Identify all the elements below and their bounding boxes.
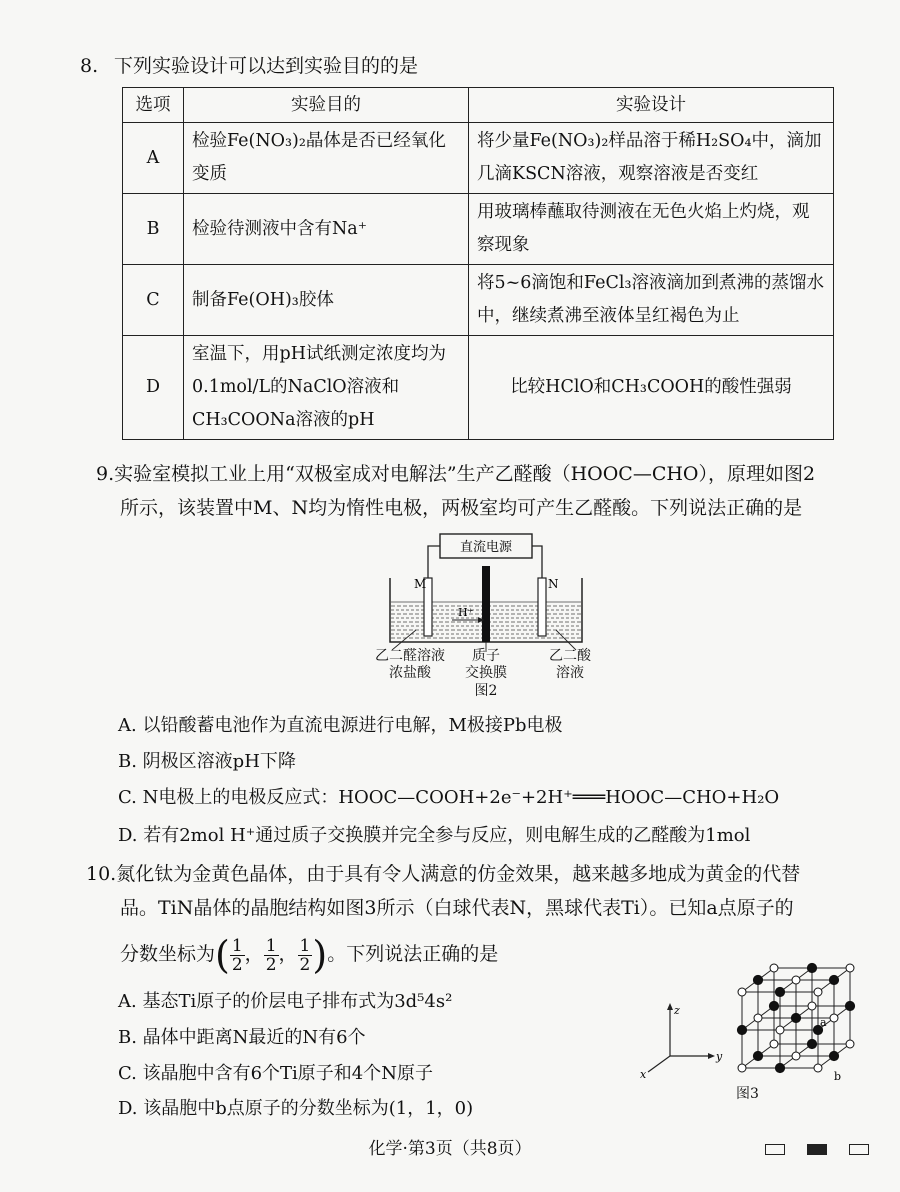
ti-atom [753, 1051, 762, 1060]
header-option: 选项 [123, 88, 184, 123]
header-design: 实验设计 [469, 88, 834, 123]
frac-num: 1 [231, 935, 243, 956]
n-atom [808, 1002, 816, 1010]
marker-box-filled [807, 1144, 827, 1155]
n-atom [846, 1040, 854, 1048]
left-label-line2: 浓盐酸 [389, 665, 431, 681]
n-atom [792, 1052, 800, 1060]
row-option: B [123, 194, 184, 265]
frac-num: 1 [299, 935, 311, 956]
ti-atom [775, 987, 784, 996]
axis-x: x [640, 1068, 647, 1080]
table-row [123, 336, 834, 440]
q9-number: 9. [96, 463, 115, 485]
figure2-caption: 图2 [474, 683, 498, 699]
n-atom [776, 1026, 784, 1034]
right-label-line2: 溶液 [556, 665, 584, 681]
row-goal: 检验Fe(NO₃)₂晶体是否已经氧化变质 [184, 123, 469, 194]
ti-atom [829, 975, 838, 984]
paren-open: ( [215, 933, 230, 977]
q9-line1: 实验室模拟工业上用“双极室成对电解法”生产乙醛酸（HOOC—CHO），原理如图2 [114, 463, 816, 485]
page-footer: 化学·第3页（共8页） [368, 1139, 532, 1159]
ti-atom [775, 1063, 784, 1072]
row-goal: 制备Fe(OH)₃胶体 [184, 265, 469, 336]
membrane-label-line2: 交换膜 [465, 665, 507, 681]
figure3-caption: 图3 [736, 1086, 759, 1102]
right-solution-label [538, 648, 602, 682]
electrode-n-label: N [548, 577, 559, 591]
paren-close: ) [312, 933, 328, 977]
row-option: C [123, 265, 184, 336]
point-b-label: b [834, 1070, 842, 1083]
electrode-m-label: M [414, 577, 427, 591]
axis-z: z [674, 1004, 680, 1017]
membrane-label-line1: 质子 [472, 648, 500, 664]
ti-atom [807, 1039, 816, 1048]
ti-atom [829, 1051, 838, 1060]
q10-option-c: C. 该晶胞中含有6个Ti原子和4个N原子 [118, 1063, 433, 1084]
n-atom [770, 1040, 778, 1048]
n-atom [792, 976, 800, 984]
left-solution-label [370, 648, 450, 682]
q10-line1: 氮化钛为金黄色晶体，由于具有令人满意的仿金效果，越来越多地成为黄金的代替 [116, 863, 801, 885]
ion-label: H⁺ [458, 606, 474, 619]
q10-line3-pre: 分数坐标为 [120, 943, 216, 965]
q9-option-c: C. N电极上的电极反应式：HOOC—COOH+2e⁻+2H⁺═══HOOC—CHO+H₂O [118, 787, 780, 808]
page-marker-boxes [765, 1140, 891, 1159]
membrane-label [456, 648, 516, 682]
table-row [123, 123, 834, 194]
frac-den: 2 [265, 954, 277, 975]
power-label: 直流电源 [459, 540, 513, 555]
row-option: A [123, 123, 184, 194]
q8-table [122, 87, 834, 440]
q9-option-a: A. 以铅酸蓄电池作为直流电源进行电解，M极接Pb电极 [118, 715, 563, 736]
n-atom [738, 988, 746, 996]
row-goal: 检验待测液中含有Na⁺ [184, 194, 469, 265]
q9-option-d: D. 若有2mol H⁺通过质子交换膜并完全参与反应，则电解生成的乙醛酸为1mol [118, 825, 751, 846]
q8-stem [80, 50, 418, 82]
row-design: 将5~6滴饱和FeCl₃溶液滴加到煮沸的蒸馏水中，继续煮沸至液体呈红褐色为止 [469, 265, 834, 336]
q10-stem-line3: 分数坐标为( $\frac{1}{2}$ ， $\frac{1}{2}$ ， $\frac{1}{2}$ )。下列说法正确的是 [120, 933, 499, 977]
table-row [123, 194, 834, 265]
frac-den: 2 [231, 954, 243, 975]
row-option: D [123, 336, 184, 440]
fraction [298, 937, 313, 974]
table-row [123, 265, 834, 336]
header-goal: 实验目的 [184, 88, 469, 123]
q9-option-b: B. 阴极区溶液pH下降 [118, 751, 296, 772]
q10-stem-line2: 品。TiN晶体的晶胞结构如图3所示（白球代表N，黑球代表Ti）。已知a点原子的 [120, 897, 794, 919]
axes-icon [640, 1000, 730, 1080]
n-atom [770, 964, 778, 972]
marker-box [849, 1144, 869, 1155]
fraction [264, 937, 279, 974]
axis-y: y [716, 1050, 723, 1063]
q8-number: 8. [80, 55, 99, 77]
crystal-cell-figure [728, 958, 878, 1083]
ti-atom [737, 1025, 746, 1034]
ti-atom [791, 1013, 800, 1022]
row-design: 用玻璃棒蘸取待测液在无色火焰上灼烧，观察现象 [469, 194, 834, 265]
n-atom [814, 1064, 822, 1072]
n-atom [830, 1014, 838, 1022]
frac-den: 2 [299, 954, 311, 975]
q10-number: 10. [86, 863, 117, 885]
right-label-line1: 乙二酸 [549, 648, 591, 664]
left-label-line1: 乙二醛溶液 [375, 648, 445, 664]
n-atom [814, 988, 822, 996]
q10-line3-post: 。下列说法正确的是 [327, 943, 499, 965]
q9-stem [96, 458, 815, 490]
ti-atom [753, 975, 762, 984]
table-header-row [123, 88, 834, 123]
ti-atom [845, 1001, 854, 1010]
q10-option-d: D. 该晶胞中b点原子的分数坐标为(1，1，0) [118, 1098, 474, 1119]
marker-box [765, 1144, 785, 1155]
n-atom [754, 1014, 762, 1022]
frac-num: 1 [265, 935, 277, 956]
q10-stem [86, 858, 800, 890]
fraction [230, 937, 245, 974]
q10-option-a: A. 基态Ti原子的价层电子排布式为3d⁵4s² [118, 991, 453, 1012]
row-design: 将少量Fe(NO₃)₂样品溶于稀H₂SO₄中，滴加几滴KSCN溶液，观察溶液是否变红 [469, 123, 834, 194]
n-atom [846, 964, 854, 972]
q9-stem-line2: 所示，该装置中M、N均为惰性电极，两极室均可产生乙醛酸。下列说法正确的是 [120, 497, 803, 519]
q8-text: 下列实验设计可以达到实验目的的是 [114, 55, 419, 77]
ti-atom [807, 963, 816, 972]
row-design: 比较HClO和CH₃COOH的酸性强弱 [469, 336, 834, 440]
n-atom [738, 1064, 746, 1072]
row-goal: 室温下，用pH试纸测定浓度均为0.1mol/L的NaClO溶液和CH₃COONa溶液的pH [184, 336, 469, 440]
q10-option-b: B. 晶体中距离N最近的N有6个 [118, 1027, 366, 1048]
point-a-label: a [820, 1016, 827, 1029]
ti-atom [769, 1001, 778, 1010]
